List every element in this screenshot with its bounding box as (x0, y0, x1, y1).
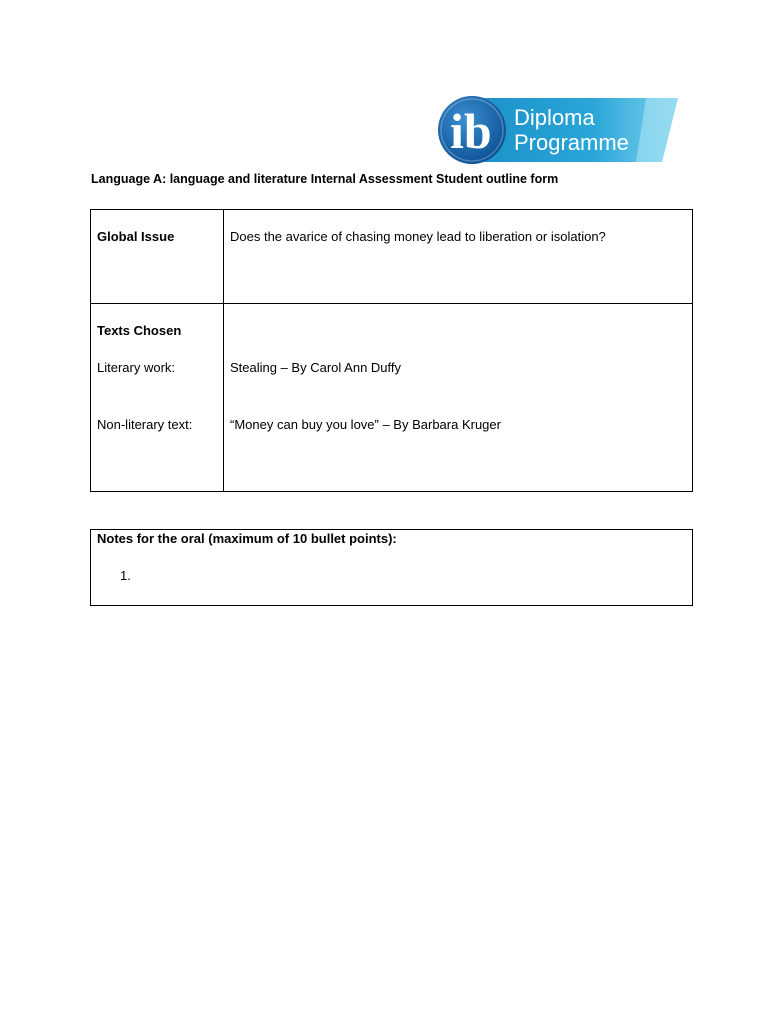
oral-notes-heading: Notes for the oral (maximum of 10 bullet points): (97, 531, 397, 546)
ib-logo-icon (436, 94, 678, 166)
global-issue-label-cell (91, 210, 224, 304)
texts-chosen-row (91, 304, 693, 492)
global-issue-value-cell (224, 210, 693, 304)
logo-line-diploma: Diploma (514, 105, 595, 130)
non-literary-text-label: Non-literary text: (97, 417, 193, 432)
global-issue-row (91, 210, 693, 304)
oral-notes-box (90, 529, 693, 606)
ib-mark: ib (450, 103, 492, 159)
texts-chosen-value-cell (224, 304, 693, 492)
global-issue-value: Does the avarice of chasing money lead to liberation or isolation? (230, 229, 606, 244)
non-literary-text-value: “Money can buy you love” – By Barbara Kruger (230, 417, 501, 432)
document-title: Language A: language and literature Internal Assessment Student outline form (91, 172, 559, 186)
literary-work-value: Stealing – By Carol Ann Duffy (230, 360, 402, 375)
literary-work-label: Literary work: (97, 360, 176, 375)
outline-table (90, 209, 693, 492)
logo-line-programme: Programme (514, 130, 629, 155)
texts-chosen-label-cell (91, 304, 224, 492)
global-issue-label: Global Issue (97, 229, 175, 244)
oral-notes-item-1: 1. (120, 568, 131, 583)
texts-chosen-heading: Texts Chosen (97, 323, 182, 338)
ib-diploma-programme-logo (436, 94, 678, 166)
